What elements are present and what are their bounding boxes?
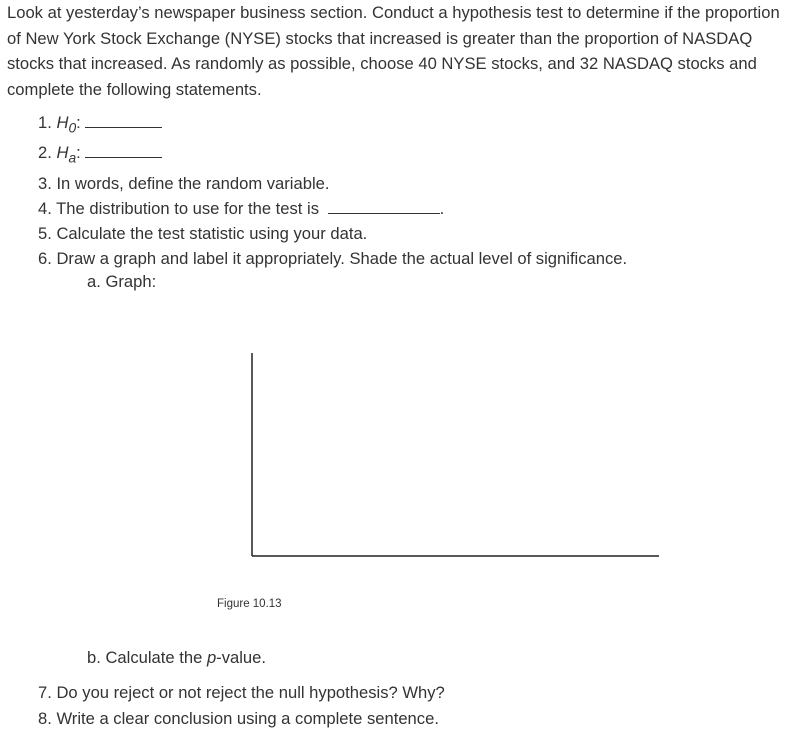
pvalue-item: b. Calculate the p-value.	[87, 648, 266, 667]
question-8: 8. Write a clear conclusion using a complete sentence.	[38, 708, 439, 728]
question-5: 5. Calculate the test statistic using your data.	[38, 223, 368, 243]
graph-label: a. Graph:	[87, 272, 157, 291]
answer-blank-distribution[interactable]	[328, 201, 440, 214]
question-3: 3. In words, define the random variable.	[38, 173, 330, 193]
blank-graph	[251, 353, 659, 558]
intro-paragraph: Look at yesterday’s newspaper business section. Conduct a hypothesis test to determine if the proportion of New York Stock Exchange (NYSE) stocks that increased is greater than the proportion of NASDAQ stocks that increased. As randomly as possible, choose 40 NYSE stocks, and 32 NASDAQ stocks and complete the following statements.	[7, 3, 780, 99]
question-list	[38, 110, 627, 271]
question-7: 7. Do you reject or not reject the null hypothesis? Why?	[38, 683, 445, 702]
question-1: 1. $H_0$:	[38, 110, 627, 140]
answer-blank-ha[interactable]	[85, 145, 162, 158]
answer-blank-h0[interactable]	[85, 115, 162, 128]
graph-axes	[251, 353, 659, 558]
question-2: 2. $H_a$:	[38, 140, 627, 170]
question-4: 4. The distribution to use for the test is .	[38, 198, 445, 218]
figure-caption: Figure 10.13	[217, 598, 282, 610]
question-list-2	[38, 680, 445, 731]
question-6: 6. Draw a graph and label it appropriately. Shade the actual level of significance.	[38, 248, 628, 268]
